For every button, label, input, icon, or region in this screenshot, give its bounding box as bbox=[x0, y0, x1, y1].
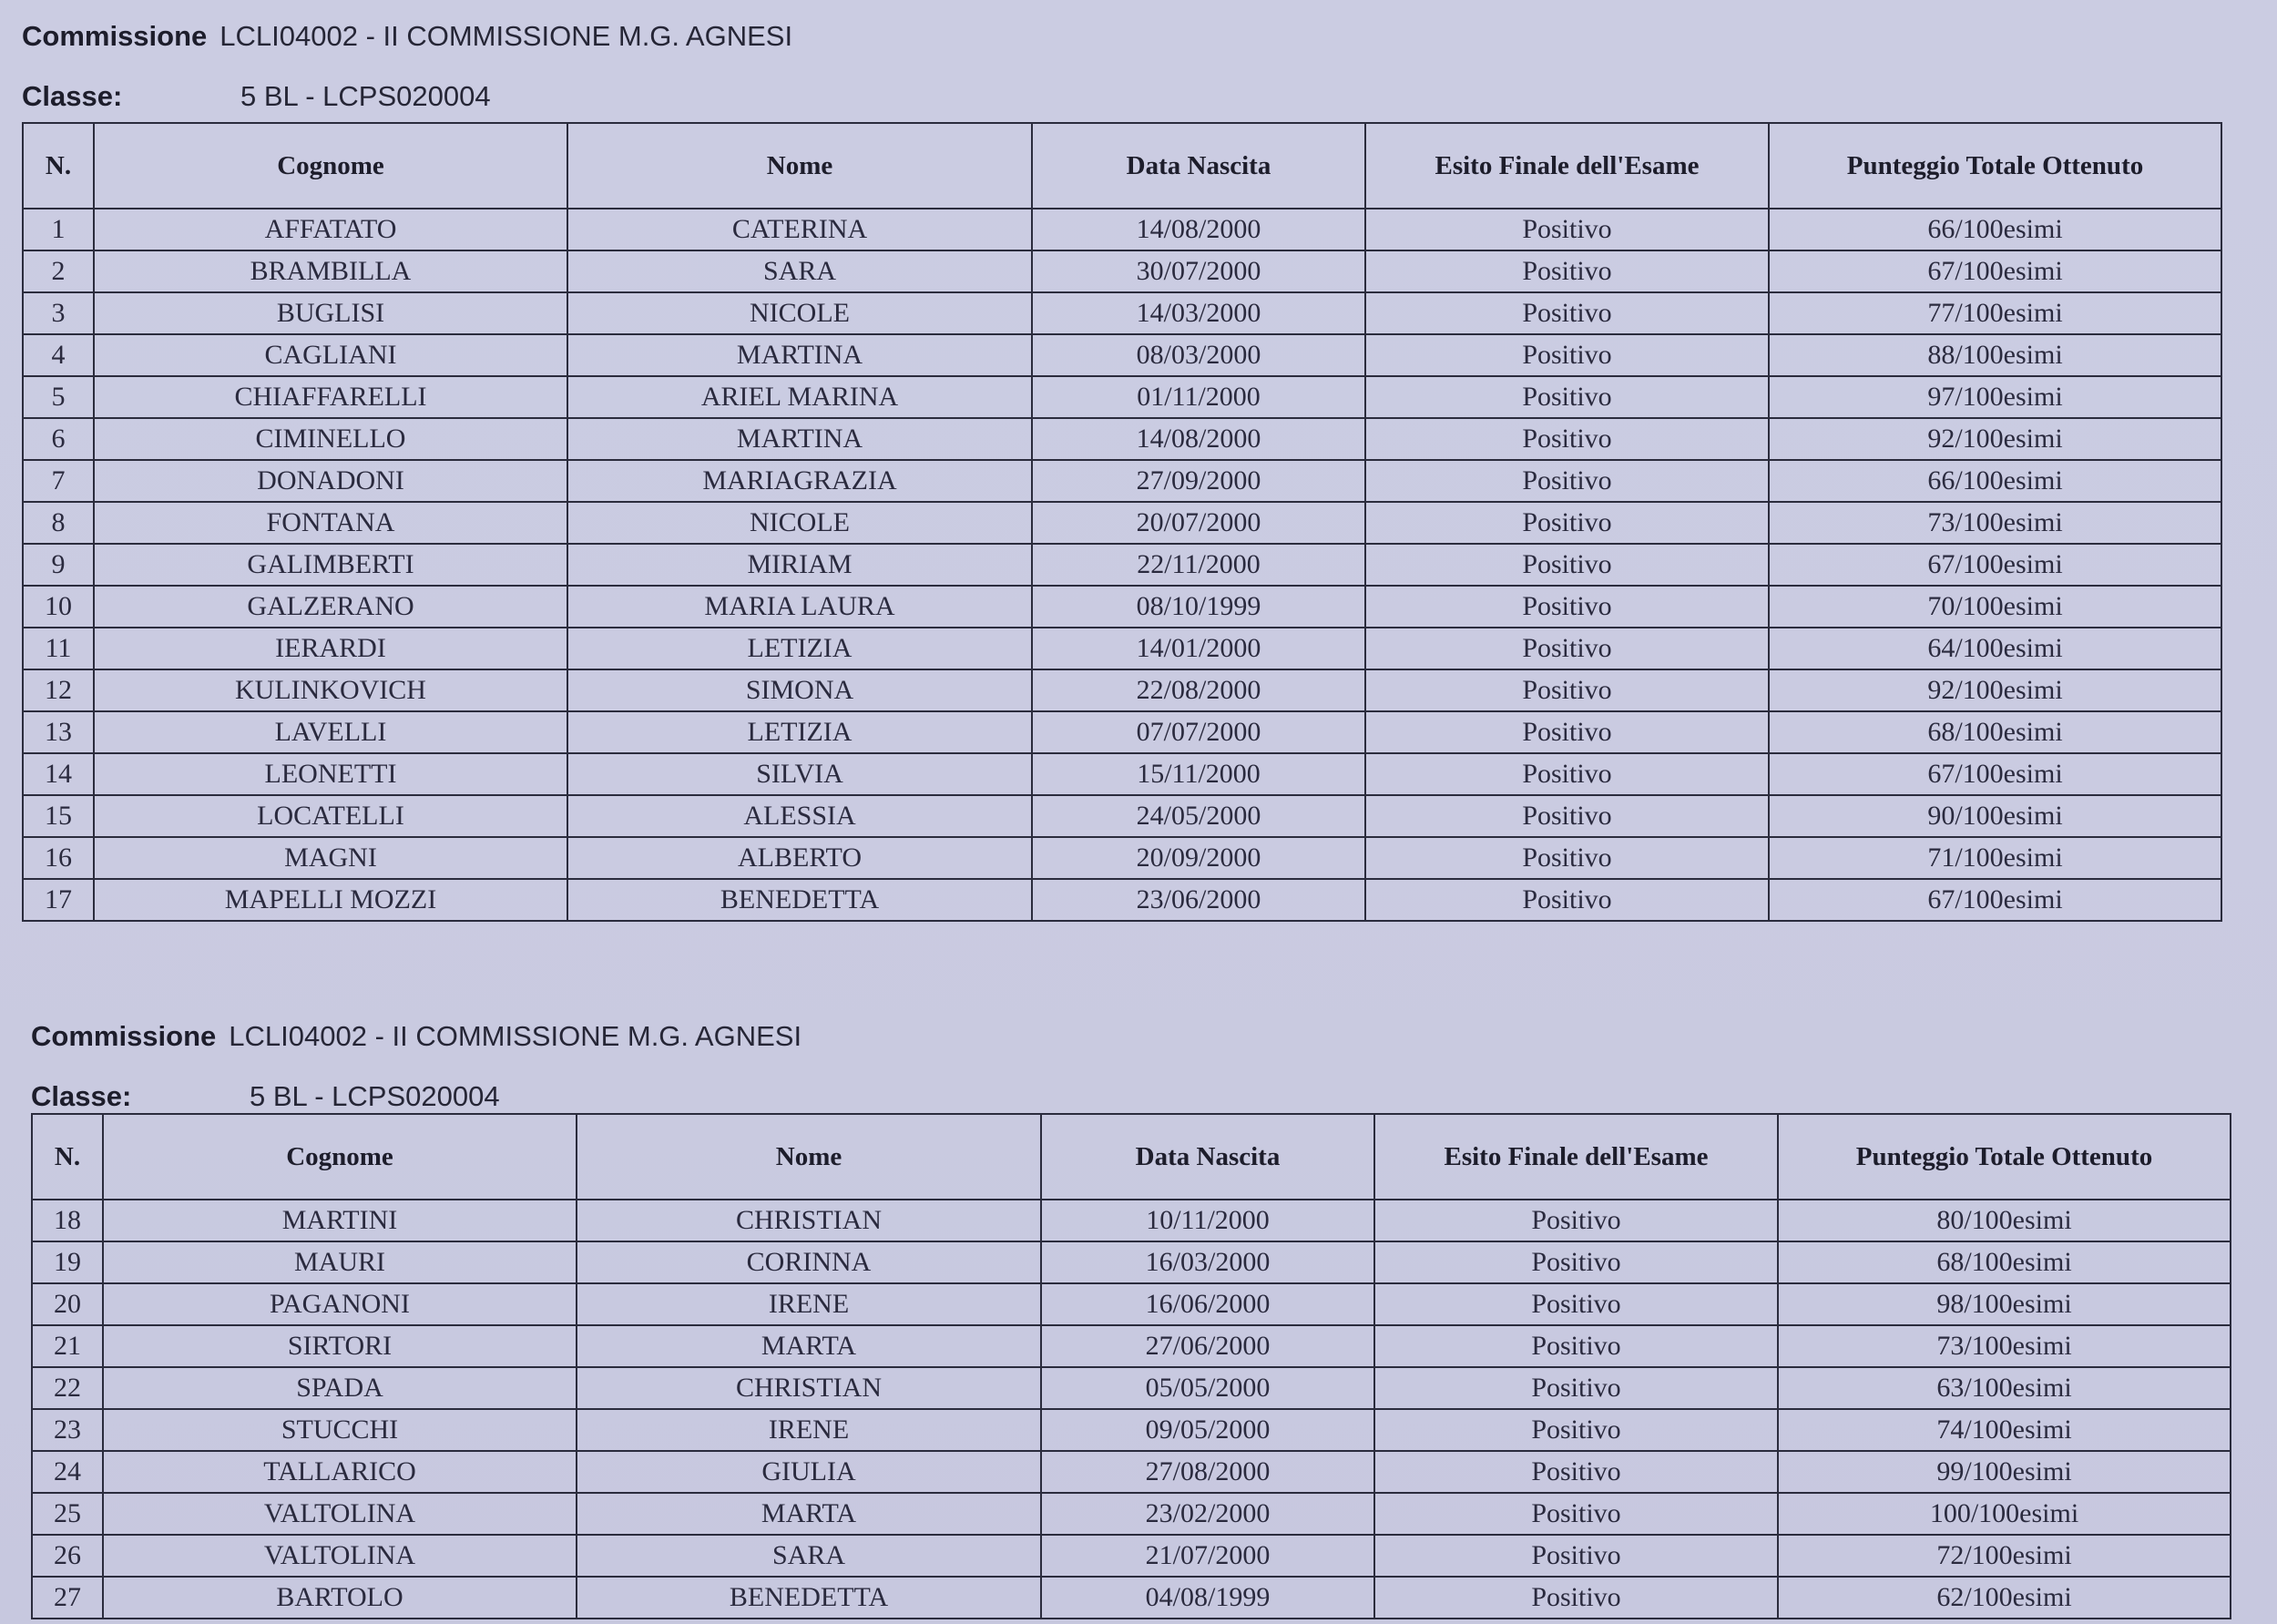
cell-cognome: GALIMBERTI bbox=[94, 544, 567, 586]
cell-cognome: TALLARICO bbox=[103, 1451, 577, 1493]
table-row bbox=[23, 376, 2221, 418]
cell-esito: Positivo bbox=[1365, 669, 1769, 711]
cell-number: 19 bbox=[32, 1241, 103, 1283]
table-row bbox=[23, 460, 2221, 502]
table-row bbox=[32, 1241, 2231, 1283]
cell-punteggio: 98/100esimi bbox=[1778, 1283, 2231, 1325]
cell-punteggio: 100/100esimi bbox=[1778, 1493, 2231, 1535]
cell-nome: MARIA LAURA bbox=[567, 586, 1032, 628]
cell-cognome: VALTOLINA bbox=[103, 1535, 577, 1577]
cell-nome: IRENE bbox=[577, 1409, 1041, 1451]
header-data-nascita: Data Nascita bbox=[1032, 123, 1365, 209]
cell-number: 15 bbox=[23, 795, 94, 837]
cell-number: 14 bbox=[23, 753, 94, 795]
cell-number: 17 bbox=[23, 879, 94, 921]
cell-cognome: DONADONI bbox=[94, 460, 567, 502]
classe-label: Classe: bbox=[22, 80, 123, 112]
cell-number: 1 bbox=[23, 209, 94, 250]
cell-data-nascita: 22/08/2000 bbox=[1032, 669, 1365, 711]
cell-nome: SARA bbox=[577, 1535, 1041, 1577]
cell-cognome: SIRTORI bbox=[103, 1325, 577, 1367]
table-row bbox=[23, 544, 2221, 586]
cell-number: 2 bbox=[23, 250, 94, 292]
cell-punteggio: 62/100esimi bbox=[1778, 1577, 2231, 1619]
cell-cognome: MAURI bbox=[103, 1241, 577, 1283]
cell-data-nascita: 08/10/1999 bbox=[1032, 586, 1365, 628]
cell-nome: NICOLE bbox=[567, 292, 1032, 334]
header-nome-2: Nome bbox=[577, 1114, 1041, 1200]
cell-data-nascita: 16/06/2000 bbox=[1041, 1283, 1374, 1325]
cell-nome: MARIAGRAZIA bbox=[567, 460, 1032, 502]
table-row bbox=[23, 837, 2221, 879]
cell-esito: Positivo bbox=[1365, 418, 1769, 460]
cell-data-nascita: 23/02/2000 bbox=[1041, 1493, 1374, 1535]
cell-number: 9 bbox=[23, 544, 94, 586]
cell-esito: Positivo bbox=[1365, 879, 1769, 921]
cell-cognome: BRAMBILLA bbox=[94, 250, 567, 292]
cell-nome: LETIZIA bbox=[567, 628, 1032, 669]
cell-number: 3 bbox=[23, 292, 94, 334]
cell-number: 23 bbox=[32, 1409, 103, 1451]
cell-data-nascita: 14/01/2000 bbox=[1032, 628, 1365, 669]
table-row bbox=[32, 1367, 2231, 1409]
cell-nome: NICOLE bbox=[567, 502, 1032, 544]
cell-punteggio: 92/100esimi bbox=[1769, 669, 2221, 711]
cell-esito: Positivo bbox=[1374, 1241, 1778, 1283]
cell-punteggio: 72/100esimi bbox=[1778, 1535, 2231, 1577]
cell-cognome: BARTOLO bbox=[103, 1577, 577, 1619]
commissione-label-2: Commissione bbox=[31, 1020, 217, 1052]
table-row bbox=[23, 250, 2221, 292]
cell-number: 8 bbox=[23, 502, 94, 544]
cell-cognome: MARTINI bbox=[103, 1200, 577, 1241]
cell-nome: MARTINA bbox=[567, 334, 1032, 376]
table-row bbox=[32, 1409, 2231, 1451]
cell-esito: Positivo bbox=[1365, 795, 1769, 837]
cell-punteggio: 67/100esimi bbox=[1769, 753, 2221, 795]
cell-data-nascita: 08/03/2000 bbox=[1032, 334, 1365, 376]
cell-number: 22 bbox=[32, 1367, 103, 1409]
cell-data-nascita: 20/09/2000 bbox=[1032, 837, 1365, 879]
cell-number: 20 bbox=[32, 1283, 103, 1325]
cell-nome: MIRIAM bbox=[567, 544, 1032, 586]
table-row bbox=[32, 1535, 2231, 1577]
cell-esito: Positivo bbox=[1374, 1367, 1778, 1409]
cell-esito: Positivo bbox=[1365, 376, 1769, 418]
cell-number: 16 bbox=[23, 837, 94, 879]
cell-data-nascita: 30/07/2000 bbox=[1032, 250, 1365, 292]
cell-data-nascita: 09/05/2000 bbox=[1041, 1409, 1374, 1451]
cell-punteggio: 90/100esimi bbox=[1769, 795, 2221, 837]
cell-esito: Positivo bbox=[1365, 502, 1769, 544]
table-row bbox=[23, 209, 2221, 250]
header-cognome: Cognome bbox=[94, 123, 567, 209]
cell-nome: CHRISTIAN bbox=[577, 1200, 1041, 1241]
cell-number: 4 bbox=[23, 334, 94, 376]
cell-cognome: STUCCHI bbox=[103, 1409, 577, 1451]
cell-nome: MARTA bbox=[577, 1325, 1041, 1367]
cell-data-nascita: 27/06/2000 bbox=[1041, 1325, 1374, 1367]
table-row bbox=[32, 1200, 2231, 1241]
cell-cognome: LOCATELLI bbox=[94, 795, 567, 837]
cell-punteggio: 92/100esimi bbox=[1769, 418, 2221, 460]
classe-value: 5 BL - LCPS020004 bbox=[240, 80, 491, 112]
classe-row-2 bbox=[31, 1080, 500, 1113]
cell-data-nascita: 10/11/2000 bbox=[1041, 1200, 1374, 1241]
table-row bbox=[23, 669, 2221, 711]
cell-nome: BENEDETTA bbox=[567, 879, 1032, 921]
table-row bbox=[23, 628, 2221, 669]
cell-punteggio: 71/100esimi bbox=[1769, 837, 2221, 879]
cell-punteggio: 70/100esimi bbox=[1769, 586, 2221, 628]
cell-nome: MARTA bbox=[577, 1493, 1041, 1535]
cell-esito: Positivo bbox=[1365, 250, 1769, 292]
cell-nome: SIMONA bbox=[567, 669, 1032, 711]
cell-data-nascita: 27/08/2000 bbox=[1041, 1451, 1374, 1493]
cell-data-nascita: 01/11/2000 bbox=[1032, 376, 1365, 418]
cell-number: 11 bbox=[23, 628, 94, 669]
cell-nome: SILVIA bbox=[567, 753, 1032, 795]
table-row bbox=[23, 418, 2221, 460]
cell-esito: Positivo bbox=[1374, 1451, 1778, 1493]
table-row bbox=[23, 586, 2221, 628]
cell-punteggio: 73/100esimi bbox=[1778, 1325, 2231, 1367]
cell-cognome: FONTANA bbox=[94, 502, 567, 544]
cell-cognome: CIMINELLO bbox=[94, 418, 567, 460]
cell-data-nascita: 20/07/2000 bbox=[1032, 502, 1365, 544]
cell-esito: Positivo bbox=[1374, 1283, 1778, 1325]
cell-punteggio: 68/100esimi bbox=[1769, 711, 2221, 753]
table-row bbox=[23, 879, 2221, 921]
table-body-2 bbox=[32, 1200, 2231, 1619]
cell-number: 18 bbox=[32, 1200, 103, 1241]
cell-esito: Positivo bbox=[1374, 1493, 1778, 1535]
cell-number: 21 bbox=[32, 1325, 103, 1367]
header-cognome-2: Cognome bbox=[103, 1114, 577, 1200]
cell-cognome: MAPELLI MOZZI bbox=[94, 879, 567, 921]
cell-punteggio: 67/100esimi bbox=[1769, 250, 2221, 292]
cell-nome: SARA bbox=[567, 250, 1032, 292]
cell-cognome: PAGANONI bbox=[103, 1283, 577, 1325]
cell-data-nascita: 07/07/2000 bbox=[1032, 711, 1365, 753]
table-row bbox=[32, 1283, 2231, 1325]
cell-nome: IRENE bbox=[577, 1283, 1041, 1325]
cell-data-nascita: 14/08/2000 bbox=[1032, 418, 1365, 460]
commissione-value: LCLI04002 - II COMMISSIONE M.G. AGNESI bbox=[220, 20, 793, 52]
cell-data-nascita: 22/11/2000 bbox=[1032, 544, 1365, 586]
cell-cognome: AFFATATO bbox=[94, 209, 567, 250]
cell-punteggio: 99/100esimi bbox=[1778, 1451, 2231, 1493]
cell-punteggio: 74/100esimi bbox=[1778, 1409, 2231, 1451]
cell-esito: Positivo bbox=[1374, 1200, 1778, 1241]
cell-esito: Positivo bbox=[1365, 544, 1769, 586]
table-row bbox=[32, 1451, 2231, 1493]
cell-punteggio: 63/100esimi bbox=[1778, 1367, 2231, 1409]
header-number: N. bbox=[23, 123, 94, 209]
cell-esito: Positivo bbox=[1365, 460, 1769, 502]
table-header-row-2 bbox=[32, 1114, 2231, 1200]
cell-esito: Positivo bbox=[1365, 711, 1769, 753]
cell-cognome: KULINKOVICH bbox=[94, 669, 567, 711]
table-row bbox=[32, 1577, 2231, 1619]
cell-punteggio: 67/100esimi bbox=[1769, 544, 2221, 586]
cell-data-nascita: 16/03/2000 bbox=[1041, 1241, 1374, 1283]
cell-esito: Positivo bbox=[1365, 628, 1769, 669]
cell-data-nascita: 24/05/2000 bbox=[1032, 795, 1365, 837]
cell-nome: CATERINA bbox=[567, 209, 1032, 250]
classe-value-2: 5 BL - LCPS020004 bbox=[250, 1080, 500, 1112]
cell-cognome: SPADA bbox=[103, 1367, 577, 1409]
cell-cognome: VALTOLINA bbox=[103, 1493, 577, 1535]
cell-punteggio: 64/100esimi bbox=[1769, 628, 2221, 669]
cell-esito: Positivo bbox=[1374, 1535, 1778, 1577]
cell-nome: ARIEL MARINA bbox=[567, 376, 1032, 418]
cell-number: 27 bbox=[32, 1577, 103, 1619]
cell-cognome: GALZERANO bbox=[94, 586, 567, 628]
header-punteggio: Punteggio Totale Ottenuto bbox=[1769, 123, 2221, 209]
cell-nome: ALBERTO bbox=[567, 837, 1032, 879]
classe-row bbox=[22, 80, 491, 113]
cell-number: 24 bbox=[32, 1451, 103, 1493]
cell-punteggio: 88/100esimi bbox=[1769, 334, 2221, 376]
cell-nome: CORINNA bbox=[577, 1241, 1041, 1283]
cell-esito: Positivo bbox=[1365, 753, 1769, 795]
cell-esito: Positivo bbox=[1365, 292, 1769, 334]
table-row bbox=[23, 292, 2221, 334]
cell-punteggio: 73/100esimi bbox=[1769, 502, 2221, 544]
header-number-2: N. bbox=[32, 1114, 103, 1200]
header-punteggio-2: Punteggio Totale Ottenuto bbox=[1778, 1114, 2231, 1200]
table-row bbox=[23, 753, 2221, 795]
cell-number: 25 bbox=[32, 1493, 103, 1535]
cell-cognome: MAGNI bbox=[94, 837, 567, 879]
table-row bbox=[32, 1325, 2231, 1367]
cell-nome: CHRISTIAN bbox=[577, 1367, 1041, 1409]
cell-data-nascita: 05/05/2000 bbox=[1041, 1367, 1374, 1409]
table-body-1 bbox=[23, 209, 2221, 921]
results-table-2 bbox=[31, 1113, 2231, 1619]
table-row bbox=[32, 1493, 2231, 1535]
cell-punteggio: 97/100esimi bbox=[1769, 376, 2221, 418]
cell-data-nascita: 15/11/2000 bbox=[1032, 753, 1365, 795]
cell-cognome: IERARDI bbox=[94, 628, 567, 669]
cell-data-nascita: 27/09/2000 bbox=[1032, 460, 1365, 502]
cell-number: 12 bbox=[23, 669, 94, 711]
header-esito-2: Esito Finale dell'Esame bbox=[1374, 1114, 1778, 1200]
cell-number: 7 bbox=[23, 460, 94, 502]
cell-cognome: CHIAFFARELLI bbox=[94, 376, 567, 418]
cell-esito: Positivo bbox=[1374, 1409, 1778, 1451]
table-row bbox=[23, 795, 2221, 837]
cell-number: 10 bbox=[23, 586, 94, 628]
cell-punteggio: 66/100esimi bbox=[1769, 460, 2221, 502]
cell-cognome: CAGLIANI bbox=[94, 334, 567, 376]
cell-nome: MARTINA bbox=[567, 418, 1032, 460]
cell-esito: Positivo bbox=[1365, 586, 1769, 628]
commissione-row bbox=[22, 20, 792, 53]
cell-cognome: LAVELLI bbox=[94, 711, 567, 753]
cell-nome: GIULIA bbox=[577, 1451, 1041, 1493]
header-nome: Nome bbox=[567, 123, 1032, 209]
table-row bbox=[23, 334, 2221, 376]
cell-data-nascita: 23/06/2000 bbox=[1032, 879, 1365, 921]
cell-data-nascita: 14/03/2000 bbox=[1032, 292, 1365, 334]
cell-cognome: LEONETTI bbox=[94, 753, 567, 795]
cell-punteggio: 80/100esimi bbox=[1778, 1200, 2231, 1241]
results-table-1 bbox=[22, 122, 2222, 922]
cell-punteggio: 67/100esimi bbox=[1769, 879, 2221, 921]
cell-punteggio: 68/100esimi bbox=[1778, 1241, 2231, 1283]
cell-number: 26 bbox=[32, 1535, 103, 1577]
table-header-row bbox=[23, 123, 2221, 209]
header-data-nascita-2: Data Nascita bbox=[1041, 1114, 1374, 1200]
cell-esito: Positivo bbox=[1365, 209, 1769, 250]
cell-data-nascita: 04/08/1999 bbox=[1041, 1577, 1374, 1619]
table-row bbox=[23, 711, 2221, 753]
cell-data-nascita: 21/07/2000 bbox=[1041, 1535, 1374, 1577]
cell-number: 13 bbox=[23, 711, 94, 753]
cell-nome: BENEDETTA bbox=[577, 1577, 1041, 1619]
classe-label-2: Classe: bbox=[31, 1080, 132, 1112]
cell-esito: Positivo bbox=[1374, 1325, 1778, 1367]
cell-number: 6 bbox=[23, 418, 94, 460]
header-esito: Esito Finale dell'Esame bbox=[1365, 123, 1769, 209]
cell-punteggio: 77/100esimi bbox=[1769, 292, 2221, 334]
cell-punteggio: 66/100esimi bbox=[1769, 209, 2221, 250]
cell-esito: Positivo bbox=[1365, 837, 1769, 879]
commissione-value-2: LCLI04002 - II COMMISSIONE M.G. AGNESI bbox=[229, 1020, 802, 1052]
commissione-label: Commissione bbox=[22, 20, 208, 52]
cell-nome: ALESSIA bbox=[567, 795, 1032, 837]
cell-cognome: BUGLISI bbox=[94, 292, 567, 334]
cell-number: 5 bbox=[23, 376, 94, 418]
cell-nome: LETIZIA bbox=[567, 711, 1032, 753]
cell-esito: Positivo bbox=[1365, 334, 1769, 376]
cell-esito: Positivo bbox=[1374, 1577, 1778, 1619]
commissione-row-2 bbox=[31, 1020, 802, 1053]
cell-data-nascita: 14/08/2000 bbox=[1032, 209, 1365, 250]
table-row bbox=[23, 502, 2221, 544]
